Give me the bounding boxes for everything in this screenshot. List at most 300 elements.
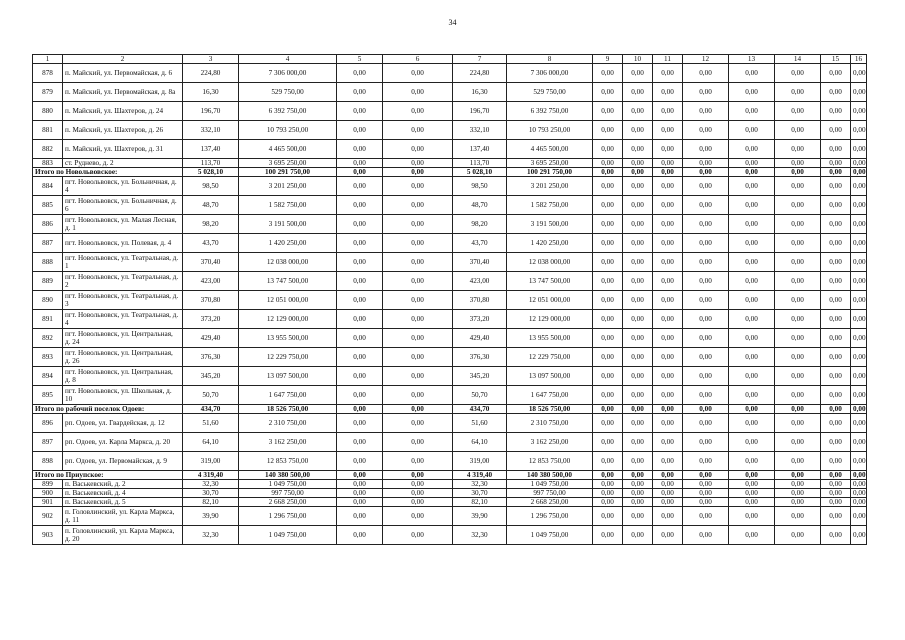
value-cell: 0,00 [851, 386, 867, 405]
value-cell: 0,00 [683, 489, 729, 498]
value-cell: 0,00 [821, 471, 851, 480]
value-cell: 224,80 [453, 64, 507, 83]
value-cell: 0,00 [337, 405, 383, 414]
address-cell: пгт. Новольвовск, ул. Центральная, д. 26 [63, 348, 183, 367]
value-cell: 529 750,00 [507, 83, 593, 102]
table-row [33, 102, 867, 121]
value-cell: 0,00 [775, 310, 821, 329]
value-cell: 0,00 [593, 386, 623, 405]
value-cell: 0,00 [729, 64, 775, 83]
value-cell: 0,00 [337, 177, 383, 196]
value-cell: 3 162 250,00 [507, 433, 593, 452]
row-number-cell: 896 [33, 414, 63, 433]
value-cell: 0,00 [683, 310, 729, 329]
value-cell: 0,00 [653, 83, 683, 102]
table-row [33, 83, 867, 102]
value-cell: 423,00 [453, 272, 507, 291]
value-cell: 0,00 [683, 121, 729, 140]
value-cell: 0,00 [729, 140, 775, 159]
value-cell: 2 310 750,00 [507, 414, 593, 433]
value-cell: 0,00 [729, 367, 775, 386]
value-cell: 98,50 [183, 177, 239, 196]
value-cell: 0,00 [593, 140, 623, 159]
value-cell: 0,00 [383, 168, 453, 177]
value-cell: 12 229 750,00 [239, 348, 337, 367]
value-cell: 0,00 [851, 507, 867, 526]
value-cell: 0,00 [337, 253, 383, 272]
value-cell: 0,00 [729, 507, 775, 526]
value-cell: 30,70 [183, 489, 239, 498]
value-cell: 0,00 [729, 414, 775, 433]
value-cell: 1 647 750,00 [507, 386, 593, 405]
value-cell: 0,00 [623, 433, 653, 452]
value-cell: 48,70 [453, 196, 507, 215]
value-cell: 0,00 [623, 526, 653, 545]
table-row [33, 215, 867, 234]
value-cell: 0,00 [623, 405, 653, 414]
value-cell: 0,00 [593, 159, 623, 168]
value-cell: 0,00 [623, 253, 653, 272]
column-number-cell: 11 [653, 55, 683, 64]
value-cell: 0,00 [851, 367, 867, 386]
value-cell: 0,00 [775, 159, 821, 168]
value-cell: 0,00 [821, 526, 851, 545]
address-cell: пгт. Новольвовск, ул. Больничная, д. 6 [63, 196, 183, 215]
value-cell: 0,00 [593, 498, 623, 507]
value-cell: 82,10 [183, 498, 239, 507]
value-cell: 98,50 [453, 177, 507, 196]
value-cell: 0,00 [337, 367, 383, 386]
value-cell: 0,00 [383, 102, 453, 121]
subtotal-label: Итого по рабочий поселок Одоев: [33, 405, 183, 414]
value-cell: 0,00 [593, 234, 623, 253]
value-cell: 0,00 [851, 329, 867, 348]
address-cell: п. Васькевский, д. 4 [63, 489, 183, 498]
value-cell: 0,00 [337, 121, 383, 140]
value-cell: 0,00 [623, 489, 653, 498]
value-cell: 332,10 [453, 121, 507, 140]
value-cell: 0,00 [821, 452, 851, 471]
value-cell: 373,20 [453, 310, 507, 329]
value-cell: 3 191 500,00 [507, 215, 593, 234]
value-cell: 0,00 [851, 526, 867, 545]
value-cell: 0,00 [729, 348, 775, 367]
value-cell: 50,70 [183, 386, 239, 405]
subtotal-row [33, 471, 867, 480]
value-cell: 0,00 [383, 215, 453, 234]
value-cell: 3 695 250,00 [507, 159, 593, 168]
value-cell: 0,00 [623, 121, 653, 140]
value-cell: 0,00 [337, 329, 383, 348]
value-cell: 0,00 [683, 291, 729, 310]
value-cell: 0,00 [383, 348, 453, 367]
value-cell: 0,00 [593, 196, 623, 215]
value-cell: 0,00 [653, 526, 683, 545]
column-number-cell: 4 [239, 55, 337, 64]
address-cell: п. Головлинский, ул. Карла Маркса, д. 20 [63, 526, 183, 545]
value-cell: 0,00 [653, 168, 683, 177]
table-row [33, 526, 867, 545]
value-cell: 0,00 [821, 405, 851, 414]
address-cell: п. Васькевский, д. 5 [63, 498, 183, 507]
value-cell: 0,00 [851, 64, 867, 83]
table-row [33, 121, 867, 140]
value-cell: 429,40 [183, 329, 239, 348]
value-cell: 0,00 [623, 102, 653, 121]
value-cell: 0,00 [729, 386, 775, 405]
value-cell: 0,00 [729, 102, 775, 121]
value-cell: 2 310 750,00 [239, 414, 337, 433]
value-cell: 0,00 [729, 234, 775, 253]
row-number-cell: 897 [33, 433, 63, 452]
value-cell: 32,30 [183, 526, 239, 545]
value-cell: 0,00 [383, 159, 453, 168]
address-cell: п. Майский, ул. Шахтеров, д. 26 [63, 121, 183, 140]
address-cell: п. Майский, ул. Шахтеров, д. 24 [63, 102, 183, 121]
value-cell: 0,00 [821, 310, 851, 329]
value-cell: 370,80 [453, 291, 507, 310]
value-cell: 0,00 [593, 64, 623, 83]
value-cell: 0,00 [337, 291, 383, 310]
value-cell: 0,00 [851, 348, 867, 367]
value-cell: 0,00 [337, 83, 383, 102]
value-cell: 332,10 [183, 121, 239, 140]
value-cell: 0,00 [729, 253, 775, 272]
value-cell: 5 028,10 [453, 168, 507, 177]
value-cell: 0,00 [729, 168, 775, 177]
value-cell: 0,00 [683, 526, 729, 545]
value-cell: 12 853 750,00 [507, 452, 593, 471]
value-cell: 0,00 [775, 471, 821, 480]
value-cell: 0,00 [851, 177, 867, 196]
value-cell: 4 319,40 [183, 471, 239, 480]
value-cell: 0,00 [775, 405, 821, 414]
table-row [33, 329, 867, 348]
value-cell: 0,00 [683, 329, 729, 348]
value-cell: 0,00 [821, 215, 851, 234]
value-cell: 0,00 [623, 64, 653, 83]
value-cell: 0,00 [623, 177, 653, 196]
value-cell: 0,00 [851, 196, 867, 215]
table-row [33, 452, 867, 471]
value-cell: 0,00 [683, 215, 729, 234]
value-cell: 3 162 250,00 [239, 433, 337, 452]
table-row [33, 367, 867, 386]
column-number-cell: 5 [337, 55, 383, 64]
value-cell: 0,00 [623, 83, 653, 102]
value-cell: 0,00 [623, 498, 653, 507]
value-cell: 0,00 [383, 498, 453, 507]
housing-table [32, 54, 867, 545]
value-cell: 43,70 [453, 234, 507, 253]
value-cell: 0,00 [821, 480, 851, 489]
value-cell: 0,00 [683, 234, 729, 253]
value-cell: 0,00 [729, 215, 775, 234]
row-number-cell: 893 [33, 348, 63, 367]
value-cell: 0,00 [623, 386, 653, 405]
address-cell: пгт. Новольвовск, ул. Больничная, д. 4 [63, 177, 183, 196]
row-number-cell: 878 [33, 64, 63, 83]
value-cell: 0,00 [623, 196, 653, 215]
column-number-cell: 13 [729, 55, 775, 64]
row-number-cell: 898 [33, 452, 63, 471]
value-cell: 997 750,00 [507, 489, 593, 498]
row-number-cell: 889 [33, 272, 63, 291]
value-cell: 0,00 [593, 291, 623, 310]
value-cell: 0,00 [683, 196, 729, 215]
table-row [33, 507, 867, 526]
value-cell: 113,70 [453, 159, 507, 168]
address-cell: рп. Одоев, ул. Карла Маркса, д. 20 [63, 433, 183, 452]
column-number-cell: 9 [593, 55, 623, 64]
value-cell: 13 747 500,00 [239, 272, 337, 291]
value-cell: 0,00 [683, 433, 729, 452]
value-cell: 12 038 000,00 [507, 253, 593, 272]
value-cell: 140 380 500,00 [239, 471, 337, 480]
value-cell: 0,00 [653, 291, 683, 310]
value-cell: 137,40 [183, 140, 239, 159]
value-cell: 1 647 750,00 [239, 386, 337, 405]
value-cell: 997 750,00 [239, 489, 337, 498]
value-cell: 0,00 [337, 234, 383, 253]
address-cell: п. Майский, ул. Первомайская, д. 6 [63, 64, 183, 83]
row-number-cell: 900 [33, 489, 63, 498]
value-cell: 0,00 [775, 83, 821, 102]
value-cell: 529 750,00 [239, 83, 337, 102]
value-cell: 0,00 [821, 253, 851, 272]
column-number-cell: 8 [507, 55, 593, 64]
value-cell: 0,00 [623, 480, 653, 489]
value-cell: 0,00 [729, 177, 775, 196]
column-number-cell: 10 [623, 55, 653, 64]
value-cell: 0,00 [593, 102, 623, 121]
address-cell: пгт. Новольвовск, ул. Театральная, д. 2 [63, 272, 183, 291]
column-number-cell: 14 [775, 55, 821, 64]
value-cell: 0,00 [593, 83, 623, 102]
value-cell: 0,00 [623, 291, 653, 310]
value-cell: 0,00 [683, 140, 729, 159]
value-cell: 0,00 [623, 471, 653, 480]
value-cell: 0,00 [337, 168, 383, 177]
value-cell: 137,40 [453, 140, 507, 159]
value-cell: 0,00 [683, 168, 729, 177]
value-cell: 32,30 [453, 526, 507, 545]
value-cell: 12 051 000,00 [507, 291, 593, 310]
value-cell: 0,00 [653, 386, 683, 405]
table-row [33, 159, 867, 168]
address-cell: ст. Руднево, д. 2 [63, 159, 183, 168]
value-cell: 0,00 [653, 433, 683, 452]
value-cell: 0,00 [729, 272, 775, 291]
value-cell: 0,00 [683, 452, 729, 471]
table-row [33, 386, 867, 405]
value-cell: 39,90 [183, 507, 239, 526]
value-cell: 0,00 [383, 386, 453, 405]
value-cell: 224,80 [183, 64, 239, 83]
column-number-cell: 15 [821, 55, 851, 64]
value-cell: 100 291 750,00 [507, 168, 593, 177]
table-row [33, 253, 867, 272]
table-row [33, 291, 867, 310]
value-cell: 0,00 [653, 177, 683, 196]
table-row [33, 498, 867, 507]
value-cell: 0,00 [683, 83, 729, 102]
value-cell: 0,00 [775, 498, 821, 507]
value-cell: 0,00 [851, 291, 867, 310]
value-cell: 0,00 [851, 480, 867, 489]
value-cell: 0,00 [337, 414, 383, 433]
value-cell: 0,00 [821, 196, 851, 215]
value-cell: 0,00 [775, 234, 821, 253]
value-cell: 0,00 [729, 526, 775, 545]
row-number-cell: 895 [33, 386, 63, 405]
value-cell: 0,00 [821, 234, 851, 253]
value-cell: 0,00 [623, 168, 653, 177]
value-cell: 0,00 [775, 196, 821, 215]
value-cell: 1 049 750,00 [507, 480, 593, 489]
address-cell: рп. Одоев, ул. Первомайская, д. 9 [63, 452, 183, 471]
address-cell: пгт. Новольвовск, ул. Полевая, д. 4 [63, 234, 183, 253]
column-number-cell: 6 [383, 55, 453, 64]
value-cell: 0,00 [623, 215, 653, 234]
value-cell: 0,00 [683, 253, 729, 272]
value-cell: 48,70 [183, 196, 239, 215]
address-cell: пгт. Новольвовск, ул. Малая Лесная, д. 1 [63, 215, 183, 234]
value-cell: 0,00 [851, 414, 867, 433]
value-cell: 0,00 [593, 215, 623, 234]
value-cell: 0,00 [337, 159, 383, 168]
row-number-cell: 890 [33, 291, 63, 310]
value-cell: 98,20 [183, 215, 239, 234]
row-number-cell: 902 [33, 507, 63, 526]
address-cell: п. Майский, ул. Первомайская, д. 8а [63, 83, 183, 102]
address-cell: пгт. Новольвовск, ул. Центральная, д. 24 [63, 329, 183, 348]
value-cell: 0,00 [775, 386, 821, 405]
value-cell: 3 191 500,00 [239, 215, 337, 234]
subtotal-row [33, 405, 867, 414]
value-cell: 0,00 [593, 489, 623, 498]
value-cell: 434,70 [183, 405, 239, 414]
value-cell: 0,00 [623, 367, 653, 386]
row-number-cell: 886 [33, 215, 63, 234]
value-cell: 0,00 [383, 177, 453, 196]
value-cell: 12 051 000,00 [239, 291, 337, 310]
value-cell: 0,00 [683, 507, 729, 526]
value-cell: 0,00 [383, 452, 453, 471]
value-cell: 0,00 [337, 433, 383, 452]
value-cell: 0,00 [653, 414, 683, 433]
value-cell: 1 296 750,00 [507, 507, 593, 526]
value-cell: 0,00 [775, 272, 821, 291]
value-cell: 0,00 [593, 168, 623, 177]
value-cell: 0,00 [383, 489, 453, 498]
column-number-cell: 1 [33, 55, 63, 64]
address-cell: пгт. Новольвовск, ул. Центральная, д. 8 [63, 367, 183, 386]
value-cell: 0,00 [729, 489, 775, 498]
value-cell: 423,00 [183, 272, 239, 291]
value-cell: 0,00 [337, 452, 383, 471]
page-number: 34 [448, 18, 457, 27]
value-cell: 100 291 750,00 [239, 168, 337, 177]
value-cell: 0,00 [383, 121, 453, 140]
value-cell: 0,00 [821, 348, 851, 367]
address-cell: п. Васькевский, д. 2 [63, 480, 183, 489]
value-cell: 0,00 [383, 480, 453, 489]
value-cell: 376,30 [183, 348, 239, 367]
value-cell: 0,00 [683, 102, 729, 121]
value-cell: 4 465 500,00 [239, 140, 337, 159]
value-cell: 0,00 [653, 140, 683, 159]
value-cell: 0,00 [729, 498, 775, 507]
value-cell: 16,30 [183, 83, 239, 102]
value-cell: 1 420 250,00 [239, 234, 337, 253]
value-cell: 1 049 750,00 [507, 526, 593, 545]
value-cell: 0,00 [593, 329, 623, 348]
value-cell: 370,40 [453, 253, 507, 272]
value-cell: 12 129 000,00 [239, 310, 337, 329]
value-cell: 0,00 [851, 405, 867, 414]
row-number-cell: 892 [33, 329, 63, 348]
value-cell: 0,00 [653, 121, 683, 140]
value-cell: 0,00 [775, 177, 821, 196]
value-cell: 0,00 [623, 414, 653, 433]
value-cell: 0,00 [383, 140, 453, 159]
value-cell: 0,00 [337, 102, 383, 121]
value-cell: 0,00 [593, 253, 623, 272]
value-cell: 0,00 [623, 348, 653, 367]
value-cell: 0,00 [593, 471, 623, 480]
value-cell: 0,00 [821, 64, 851, 83]
column-number-cell: 7 [453, 55, 507, 64]
value-cell: 0,00 [775, 367, 821, 386]
value-cell: 0,00 [821, 159, 851, 168]
address-cell: пгт. Новольвовск, ул. Театральная, д. 3 [63, 291, 183, 310]
value-cell: 0,00 [337, 310, 383, 329]
value-cell: 0,00 [653, 196, 683, 215]
value-cell: 2 668 250,00 [507, 498, 593, 507]
value-cell: 0,00 [821, 507, 851, 526]
value-cell: 12 853 750,00 [239, 452, 337, 471]
value-cell: 370,80 [183, 291, 239, 310]
value-cell: 0,00 [337, 526, 383, 545]
value-cell: 0,00 [729, 121, 775, 140]
value-cell: 13 955 500,00 [507, 329, 593, 348]
value-cell: 0,00 [821, 168, 851, 177]
value-cell: 0,00 [337, 471, 383, 480]
column-number-cell: 12 [683, 55, 729, 64]
value-cell: 0,00 [623, 507, 653, 526]
value-cell: 0,00 [337, 507, 383, 526]
value-cell: 0,00 [653, 452, 683, 471]
value-cell: 12 229 750,00 [507, 348, 593, 367]
value-cell: 0,00 [337, 489, 383, 498]
value-cell: 0,00 [337, 348, 383, 367]
value-cell: 0,00 [821, 386, 851, 405]
value-cell: 0,00 [683, 414, 729, 433]
value-cell: 0,00 [851, 83, 867, 102]
row-number-cell: 894 [33, 367, 63, 386]
value-cell: 0,00 [653, 471, 683, 480]
value-cell: 0,00 [593, 452, 623, 471]
value-cell: 0,00 [775, 433, 821, 452]
value-cell: 0,00 [775, 414, 821, 433]
value-cell: 0,00 [653, 215, 683, 234]
value-cell: 0,00 [775, 253, 821, 272]
value-cell: 0,00 [383, 83, 453, 102]
value-cell: 7 306 000,00 [507, 64, 593, 83]
table-row [33, 272, 867, 291]
value-cell: 0,00 [775, 329, 821, 348]
